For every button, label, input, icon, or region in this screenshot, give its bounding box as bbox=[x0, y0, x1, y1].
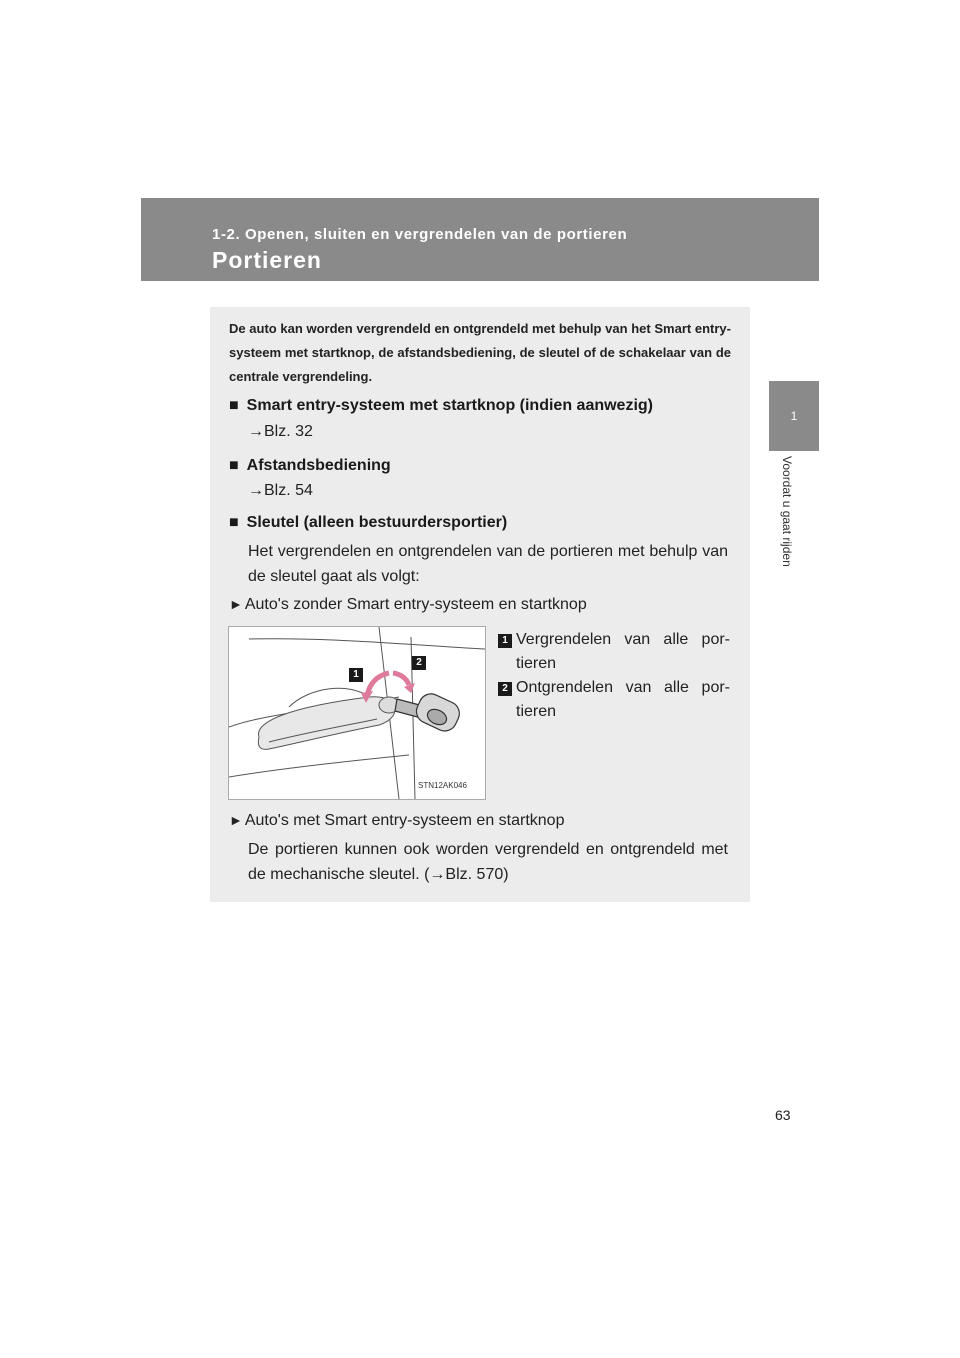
step-unlock-all bbox=[498, 676, 730, 724]
figure-label-2: 2 bbox=[412, 656, 426, 670]
triangle-bullet-icon: ► bbox=[229, 596, 243, 612]
ref-smart-entry: →Blz. 32 bbox=[248, 423, 313, 440]
square-bullet-icon: ■ bbox=[229, 514, 239, 531]
step-lock-all bbox=[498, 628, 730, 676]
page-title: Portieren bbox=[212, 247, 322, 273]
bullet-with-smart-entry: ► Auto's met Smart entry-systeem en startknop bbox=[229, 812, 565, 829]
section-label: 1-2. Openen, sluiten en vergrendelen van de portieren bbox=[212, 226, 628, 243]
triangle-bullet-icon: ► bbox=[229, 812, 243, 828]
chapter-tab: 1 bbox=[769, 381, 819, 451]
heading-smart-entry: ■ Smart entry-systeem met startknop (indien aanwezig) bbox=[229, 397, 653, 414]
heading-key: ■ Sleutel (alleen bestuurdersportier) bbox=[229, 514, 508, 531]
intro-text: De auto kan worden vergrendeld en ontgrendeld met behulp van het Smart entry-systeem met startknop, de afstandsbediening, de sleutel of de schakelaar van de centrale vergrendeling. bbox=[229, 321, 731, 384]
step-text: Ontgrendelen van alle por-tieren bbox=[516, 679, 730, 720]
content-box bbox=[210, 307, 750, 902]
ref-remote: →Blz. 54 bbox=[248, 482, 313, 499]
figure-code: STN12AK046 bbox=[418, 781, 467, 790]
figure-label-1: 1 bbox=[349, 668, 363, 682]
mechanical-key-note: De portieren kunnen ook worden vergrendeld en ontgrendeld met de mechanische sleutel. (→Blz. 570) bbox=[248, 841, 728, 883]
door-handle-key-drawing bbox=[229, 627, 485, 799]
bullet-without-smart-entry: ► Auto's zonder Smart entry-systeem en startknop bbox=[229, 596, 587, 613]
step-number: 2 bbox=[498, 682, 512, 696]
key-description: Het vergrendelen en ontgrendelen van de portieren met behulp van de sleutel gaat als volgt: bbox=[248, 543, 728, 585]
step-text: Vergrendelen van alle por-tieren bbox=[516, 631, 730, 672]
chapter-header bbox=[141, 198, 819, 281]
page-number: 63 bbox=[775, 1107, 791, 1123]
door-key-illustration bbox=[228, 626, 486, 800]
square-bullet-icon: ■ bbox=[229, 457, 239, 474]
square-bullet-icon: ■ bbox=[229, 397, 239, 414]
chapter-side-label: Voordat u gaat rijden bbox=[780, 456, 794, 567]
heading-remote: ■ Afstandsbediening bbox=[229, 457, 391, 474]
step-number: 1 bbox=[498, 634, 512, 648]
